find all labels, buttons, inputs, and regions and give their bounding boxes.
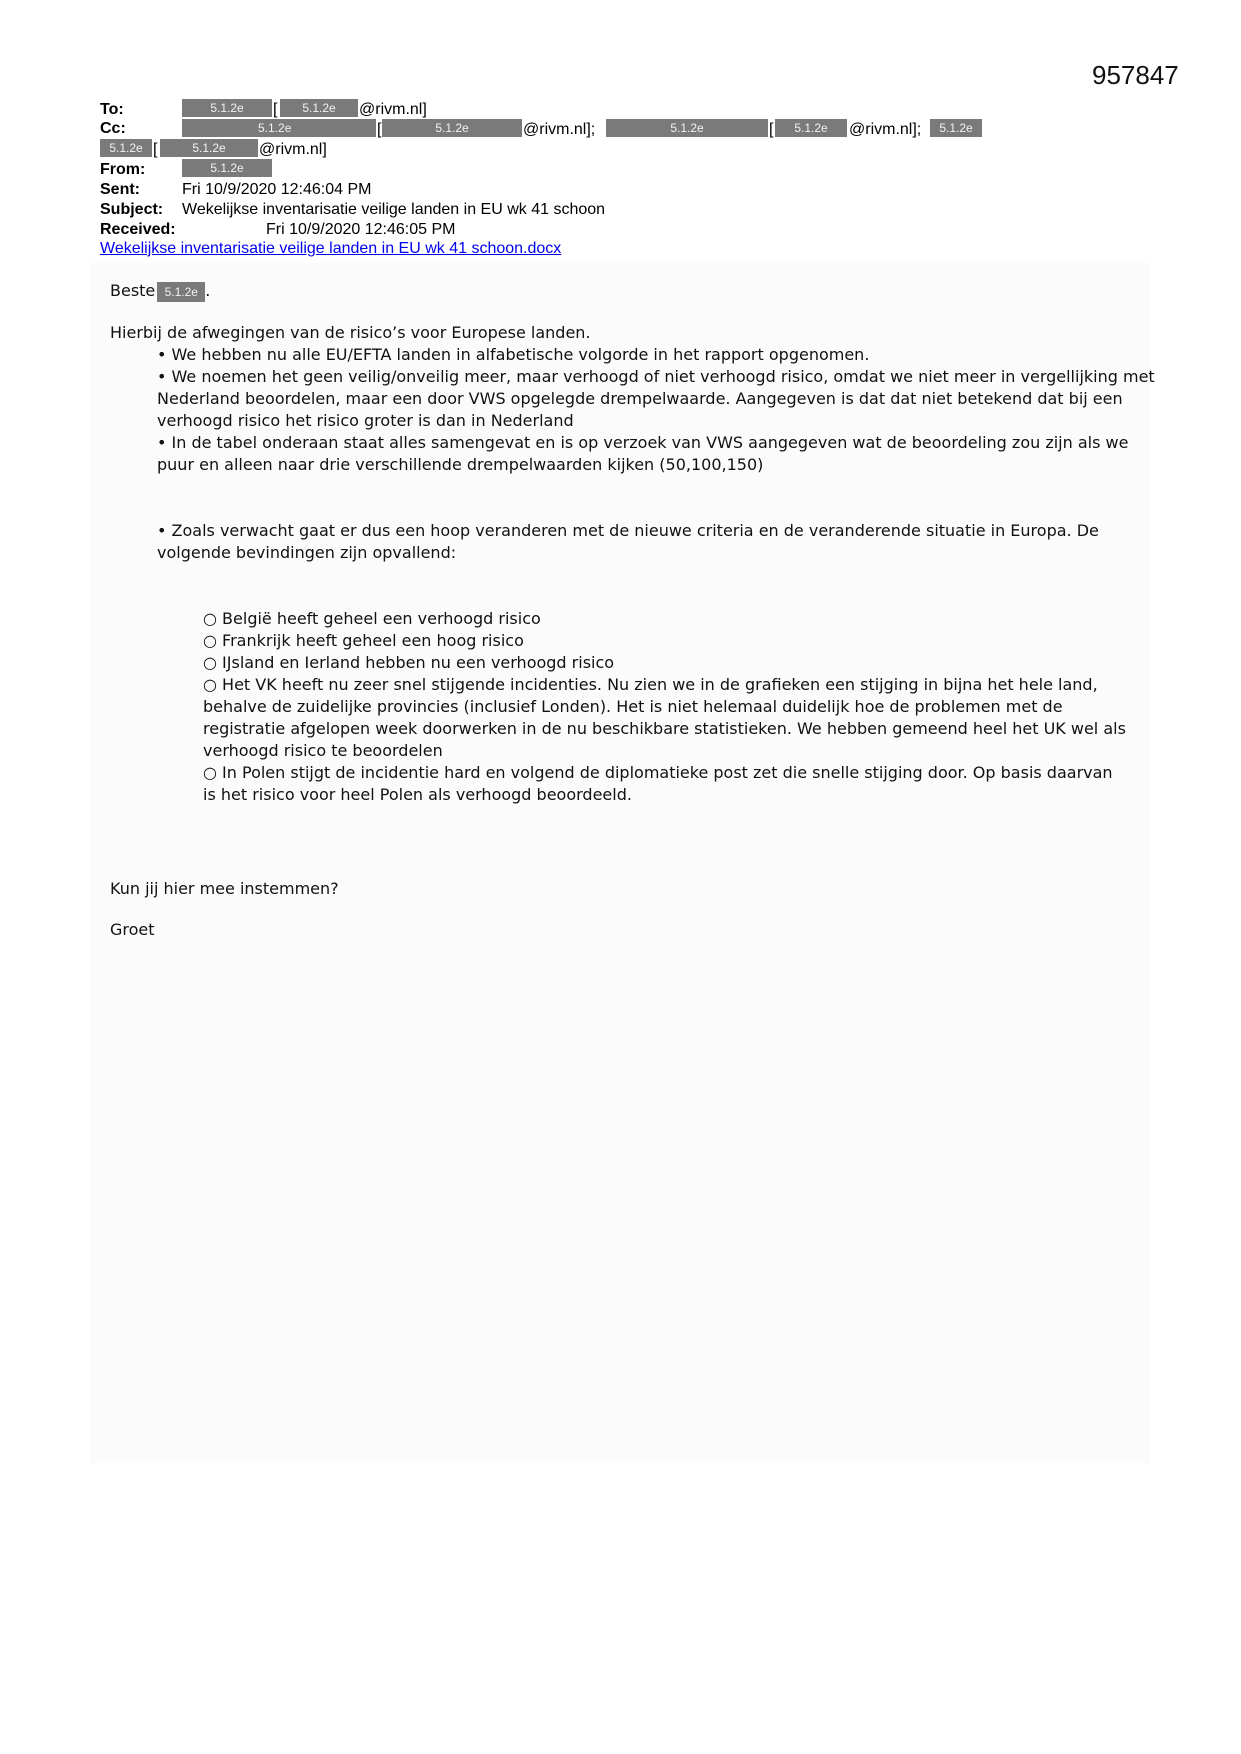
- list-item: ○ Frankrijk heeft geheel een hoog risico: [203, 631, 524, 650]
- greeting: [110, 280, 210, 302]
- list-item: • We noemen het geen veilig/onveilig meer, maar verhoogd of niet verhoogd risico, omdat we niet meer in vergellijking met Nederland beoordelen, maar een door VWS opgelegde drempelwaarde. Aangegeven is dat dat niet betekend dat bij een verhoogd risico het risico groter is dan in Nederland: [157, 367, 1155, 430]
- bracket-open: [: [377, 121, 382, 138]
- bracket-open: [: [769, 121, 774, 138]
- subject-value: Wekelijkse inventarisatie veilige landen in EU wk 41 schoon: [182, 201, 606, 218]
- cc-domain-3: @rivm.nl]: [259, 141, 327, 158]
- closing-question: Kun jij hier mee instemmen?: [110, 879, 339, 898]
- list-item: • We hebben nu alle EU/EFTA landen in alfabetische volgorde in het rapport opgenomen.: [157, 345, 870, 364]
- redaction-box: 5.1.2e: [280, 99, 358, 117]
- received-value: Fri 10/9/2020 12:46:05 PM: [266, 221, 456, 238]
- sub-bullet-list: [203, 608, 1128, 806]
- sent-value: Fri 10/9/2020 12:46:04 PM: [182, 181, 372, 198]
- to-domain: @rivm.nl]: [359, 101, 427, 118]
- sent-label: Sent:: [100, 181, 140, 198]
- cc-domain-2: @rivm.nl];: [849, 121, 922, 138]
- redaction-box: 5.1.2e: [606, 119, 768, 137]
- cc-label: Cc:: [100, 120, 126, 137]
- greeting-text: Beste: [110, 281, 156, 300]
- to-label: To:: [100, 101, 124, 118]
- received-label: Received:: [100, 221, 176, 238]
- intro-text: Hierbij de afwegingen van de risico’s voor Europese landen.: [110, 323, 591, 342]
- attachment-link[interactable]: Wekelijkse inventarisatie veilige landen in EU wk 41 schoon.docx: [100, 240, 562, 257]
- bullet-list: [157, 344, 1157, 476]
- redaction-box: 5.1.2e: [100, 139, 152, 157]
- redaction-box: 5.1.2e: [160, 139, 258, 157]
- list-item: ○ Het VK heeft nu zeer snel stijgende incidenties. Nu zien we in de grafieken een stijging in bijna het hele land, behalve de zuidelijke provincies (inclusief Londen). Het is niet helemaal duidelijk hoe de problemen met de registratie afgelopen week doorwerken in de nu beschikbare statistieken. We hebben gemeend heel het UK wel als verhoogd risico te beoordelen: [203, 675, 1126, 760]
- redaction-box: 5.1.2e: [182, 99, 272, 117]
- redaction-box: 5.1.2e: [182, 159, 272, 177]
- list-item: ○ België heeft geheel een verhoogd risico: [203, 609, 541, 628]
- list-item: • Zoals verwacht gaat er dus een hoop veranderen met de nieuwe criteria en de veranderende situatie in Europa. De volgende bevindingen zijn opvallend:: [157, 521, 1099, 562]
- document-number: 957847: [1092, 60, 1179, 90]
- signoff: Groet: [110, 920, 155, 939]
- redaction-box: 5.1.2e: [775, 119, 847, 137]
- redaction-box: 5.1.2e: [182, 119, 376, 137]
- from-label: From:: [100, 161, 146, 178]
- list-item: • In de tabel onderaan staat alles samengevat en is op verzoek van VWS aangegeven wat de beoordeling zou zijn als we puur en alleen naar drie verschillende drempelwaarden kijken (50,100,150): [157, 433, 1129, 474]
- subject-label: Subject:: [100, 201, 164, 218]
- cc-domain-1: @rivm.nl];: [523, 121, 596, 138]
- redaction-box: 5.1.2e: [157, 282, 205, 302]
- list-item: ○ In Polen stijgt de incidentie hard en volgend de diplomatieke post zet die snelle stijging door. Op basis daarvan is het risico voor heel Polen als verhoogd beoordeeld.: [203, 763, 1113, 804]
- redaction-box: 5.1.2e: [382, 119, 522, 137]
- bracket-open: [: [153, 141, 158, 158]
- list-item: ○ IJsland en Ierland hebben nu een verhoogd risico: [203, 653, 615, 672]
- redaction-box: 5.1.2e: [930, 119, 982, 137]
- greeting-end: .: [205, 281, 211, 300]
- bracket-open: [: [273, 101, 278, 118]
